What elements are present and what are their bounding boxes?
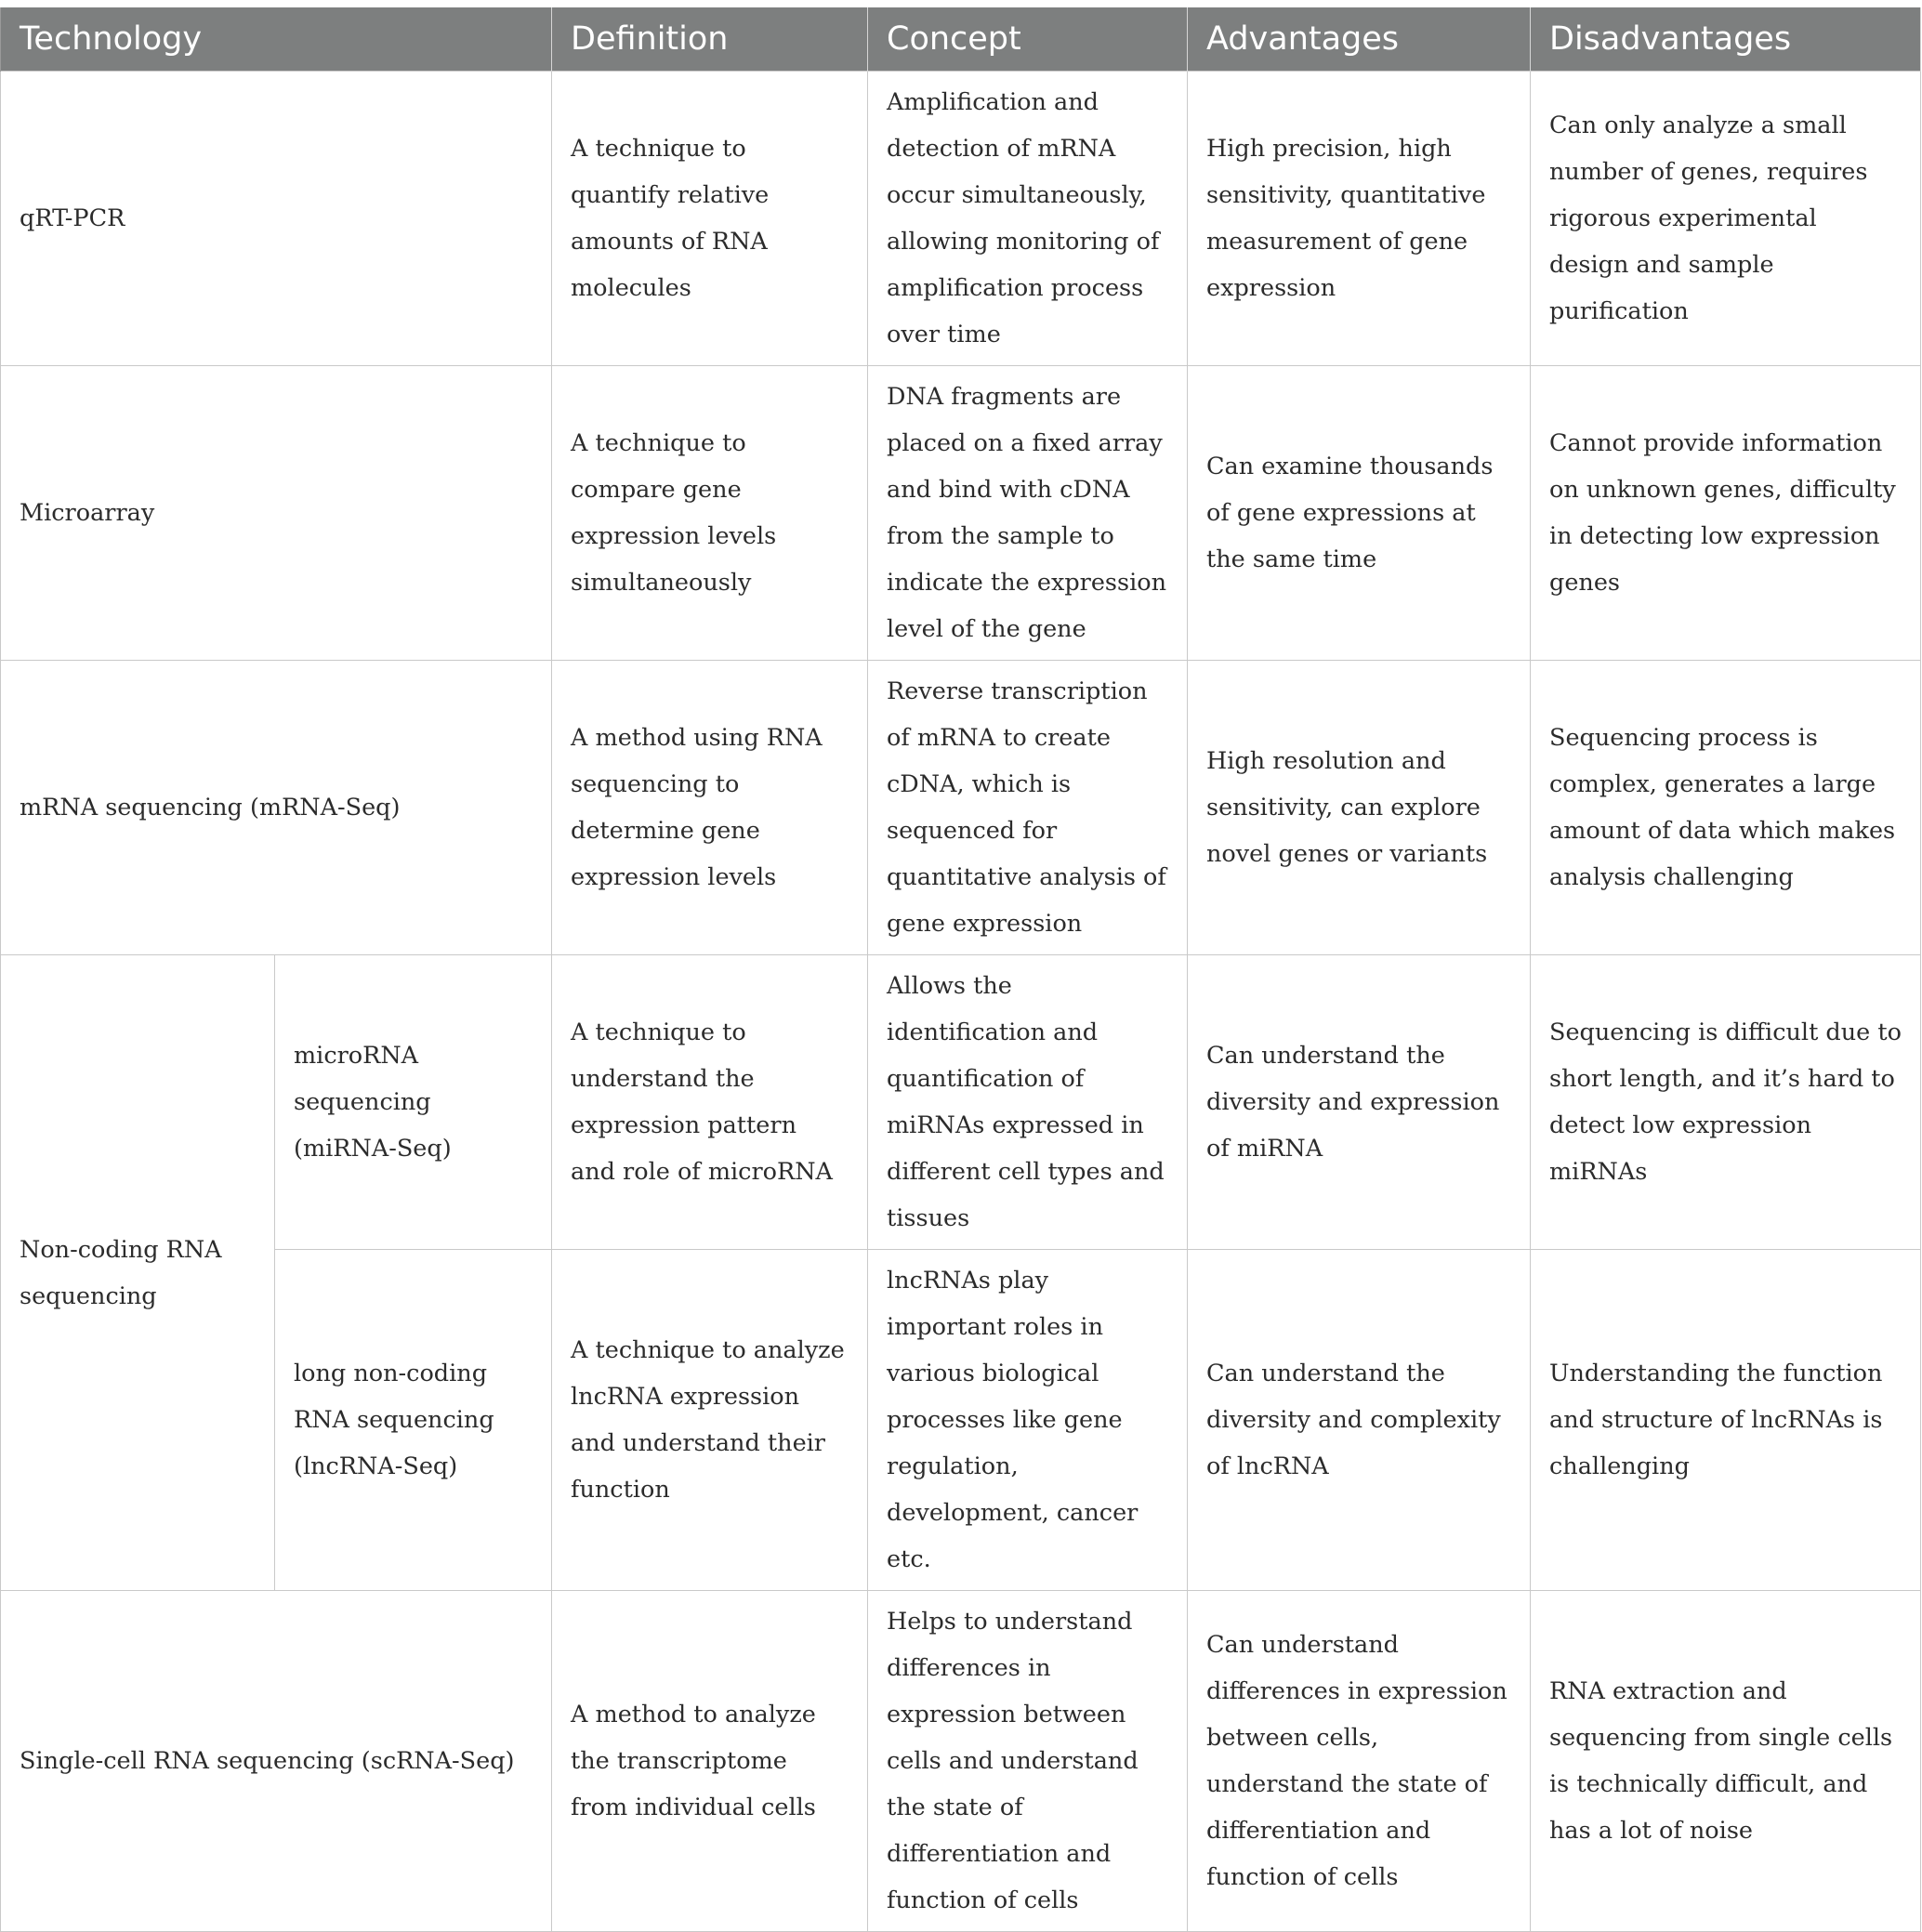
cell-disadvantages: Can only analyze a small number of genes, requires rigorous experimental design and sample purification [1531, 72, 1921, 366]
cell-technology: mRNA sequencing (mRNA-Seq) [1, 661, 552, 955]
header-technology: Technology [1, 7, 552, 72]
cell-technology: Single-cell RNA sequencing (scRNA-Seq) [1, 1591, 552, 1932]
table-row [1, 1591, 1921, 1932]
header-disadvantages: Disadvantages [1531, 7, 1921, 72]
table-row [1, 72, 1921, 366]
header-concept: Concept [868, 7, 1188, 72]
header-row [1, 7, 1921, 72]
cell-technology: Microarray [1, 366, 552, 661]
cell-definition: A technique to quantify relative amounts of RNA molecules [552, 72, 868, 366]
cell-disadvantages: Sequencing is difficult due to short length, and it’s hard to detect low expression miRNAs [1531, 955, 1921, 1250]
cell-advantages: High resolution and sensitivity, can explore novel genes or variants [1188, 661, 1531, 955]
cell-definition: A method using RNA sequencing to determine gene expression levels [552, 661, 868, 955]
cell-advantages: High precision, high sensitivity, quantitative measurement of gene expression [1188, 72, 1531, 366]
cell-definition: A technique to compare gene expression levels simultaneously [552, 366, 868, 661]
table-header [1, 7, 1921, 72]
cell-disadvantages: Cannot provide information on unknown genes, difficulty in detecting low expression genes [1531, 366, 1921, 661]
cell-advantages: Can understand the diversity and expression of miRNA [1188, 955, 1531, 1250]
cell-disadvantages: RNA extraction and sequencing from single cells is technically difficult, and has a lot of noise [1531, 1591, 1921, 1932]
table-row [1, 955, 1921, 1250]
cell-concept: Helps to understand differences in expression between cells and understand the state of differentiation and function of cells [868, 1591, 1188, 1932]
cell-sub-technology: microRNA sequencing (miRNA-Seq) [275, 955, 552, 1250]
table-row [1, 661, 1921, 955]
table-row [1, 1250, 1921, 1591]
header-definition: Definition [552, 7, 868, 72]
cell-concept: Reverse transcription of mRNA to create cDNA, which is sequenced for quantitative analysis of gene expression [868, 661, 1188, 955]
cell-advantages: Can examine thousands of gene expressions at the same time [1188, 366, 1531, 661]
cell-concept: Amplification and detection of mRNA occur simultaneously, allowing monitoring of amplification process over time [868, 72, 1188, 366]
table-row [1, 366, 1921, 661]
cell-concept: Allows the identification and quantification of miRNAs expressed in different cell types and tissues [868, 955, 1188, 1250]
cell-definition: A technique to understand the expression pattern and role of microRNA [552, 955, 868, 1250]
cell-definition: A method to analyze the transcriptome from individual cells [552, 1591, 868, 1932]
cell-sub-technology: long non-coding RNA sequencing (lncRNA-Seq) [275, 1250, 552, 1591]
header-advantages: Advantages [1188, 7, 1531, 72]
cell-advantages: Can understand differences in expression between cells, understand the state of differentiation and function of cells [1188, 1591, 1531, 1932]
table-container [0, 7, 1920, 1932]
cell-technology-group: Non-coding RNA sequencing [1, 955, 275, 1591]
cell-concept: DNA fragments are placed on a fixed array and bind with cDNA from the sample to indicate the expression level of the gene [868, 366, 1188, 661]
cell-definition: A technique to analyze lncRNA expression and understand their function [552, 1250, 868, 1591]
table-body [1, 72, 1921, 1932]
cell-disadvantages: Sequencing process is complex, generates a large amount of data which makes analysis challenging [1531, 661, 1921, 955]
cell-advantages: Can understand the diversity and complexity of lncRNA [1188, 1250, 1531, 1591]
cell-concept: lncRNAs play important roles in various biological processes like gene regulation, development, cancer etc. [868, 1250, 1188, 1591]
cell-disadvantages: Understanding the function and structure of lncRNAs is challenging [1531, 1250, 1921, 1591]
cell-technology: qRT-PCR [1, 72, 552, 366]
rna-technology-table [0, 7, 1921, 1932]
